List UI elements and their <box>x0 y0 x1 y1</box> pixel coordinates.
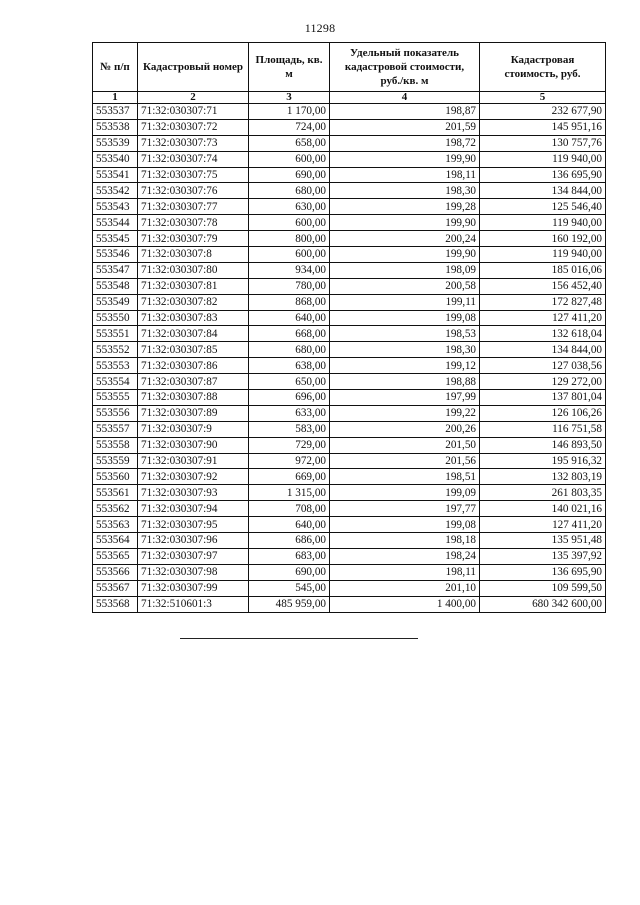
specific-rate-cell: 198,51 <box>330 469 480 485</box>
area-cell: 780,00 <box>249 278 330 294</box>
row-number-cell: 553563 <box>93 517 138 533</box>
row-number-cell: 553557 <box>93 421 138 437</box>
column-number-row <box>93 92 606 104</box>
area-cell: 972,00 <box>249 453 330 469</box>
cadastral-cost-cell: 160 192,00 <box>480 231 606 247</box>
header-cadastral-number: Кадастровый номер <box>138 43 249 92</box>
cadastral-cost-cell: 185 016,06 <box>480 262 606 278</box>
cadastral-number-cell: 71:32:030307:91 <box>138 453 249 469</box>
area-cell: 658,00 <box>249 135 330 151</box>
row-number-cell: 553552 <box>93 342 138 358</box>
cadastral-number-cell: 71:32:030307:72 <box>138 119 249 135</box>
table-row <box>93 405 606 421</box>
table-row <box>93 278 606 294</box>
specific-rate-cell: 198,53 <box>330 326 480 342</box>
area-cell: 800,00 <box>249 231 330 247</box>
header-specific-rate: Удельный показатель кадастровой стоимости, руб./кв. м <box>330 43 480 92</box>
cadastral-cost-cell: 126 106,26 <box>480 405 606 421</box>
cadastral-cost-cell: 145 951,16 <box>480 119 606 135</box>
cadastral-number-cell: 71:32:030307:89 <box>138 405 249 421</box>
specific-rate-cell: 198,87 <box>330 104 480 120</box>
row-number-cell: 553550 <box>93 310 138 326</box>
specific-rate-cell: 199,11 <box>330 294 480 310</box>
specific-rate-cell: 200,26 <box>330 421 480 437</box>
area-cell: 668,00 <box>249 326 330 342</box>
cadastral-cost-cell: 127 038,56 <box>480 358 606 374</box>
row-number-cell: 553546 <box>93 247 138 263</box>
table-row <box>93 580 606 596</box>
specific-rate-cell: 198,11 <box>330 167 480 183</box>
table-row <box>93 469 606 485</box>
area-cell: 680,00 <box>249 183 330 199</box>
specific-rate-cell: 199,28 <box>330 199 480 215</box>
table-row <box>93 119 606 135</box>
cadastral-cost-cell: 146 893,50 <box>480 437 606 453</box>
area-cell: 600,00 <box>249 247 330 263</box>
specific-rate-cell: 200,24 <box>330 231 480 247</box>
cadastral-cost-cell: 140 021,16 <box>480 501 606 517</box>
specific-rate-cell: 198,09 <box>330 262 480 278</box>
cadastral-number-cell: 71:32:030307:95 <box>138 517 249 533</box>
column-number: 2 <box>138 92 249 104</box>
row-number-cell: 553545 <box>93 231 138 247</box>
row-number-cell: 553558 <box>93 437 138 453</box>
specific-rate-cell: 198,30 <box>330 342 480 358</box>
table-row <box>93 104 606 120</box>
table-body <box>93 104 606 613</box>
cadastral-cost-cell: 134 844,00 <box>480 183 606 199</box>
row-number-cell: 553543 <box>93 199 138 215</box>
cadastral-cost-cell: 134 844,00 <box>480 342 606 358</box>
column-number: 1 <box>93 92 138 104</box>
table-row <box>93 135 606 151</box>
cadastral-number-cell: 71:32:030307:9 <box>138 421 249 437</box>
specific-rate-cell: 200,58 <box>330 278 480 294</box>
cadastral-cost-cell: 119 940,00 <box>480 215 606 231</box>
cadastral-number-cell: 71:32:510601:3 <box>138 596 249 612</box>
row-number-cell: 553566 <box>93 564 138 580</box>
table-row <box>93 183 606 199</box>
cadastral-number-cell: 71:32:030307:93 <box>138 485 249 501</box>
table-row <box>93 167 606 183</box>
cadastral-cost-cell: 156 452,40 <box>480 278 606 294</box>
row-number-cell: 553554 <box>93 374 138 390</box>
row-number-cell: 553544 <box>93 215 138 231</box>
area-cell: 680,00 <box>249 342 330 358</box>
specific-rate-cell: 199,22 <box>330 405 480 421</box>
table-row <box>93 247 606 263</box>
row-number-cell: 553567 <box>93 580 138 596</box>
table-row <box>93 564 606 580</box>
cadastral-number-cell: 71:32:030307:82 <box>138 294 249 310</box>
specific-rate-cell: 198,30 <box>330 183 480 199</box>
row-number-cell: 553565 <box>93 548 138 564</box>
cadastral-cost-cell: 127 411,20 <box>480 517 606 533</box>
row-number-cell: 553564 <box>93 533 138 549</box>
cadastral-number-cell: 71:32:030307:75 <box>138 167 249 183</box>
area-cell: 934,00 <box>249 262 330 278</box>
row-number-cell: 553559 <box>93 453 138 469</box>
cadastral-cost-cell: 116 751,58 <box>480 421 606 437</box>
cadastral-number-cell: 71:32:030307:92 <box>138 469 249 485</box>
row-number-cell: 553537 <box>93 104 138 120</box>
cadastral-cost-cell: 135 951,48 <box>480 533 606 549</box>
specific-rate-cell: 198,24 <box>330 548 480 564</box>
cadastral-cost-cell: 136 695,90 <box>480 167 606 183</box>
table-row <box>93 151 606 167</box>
table-row <box>93 421 606 437</box>
cadastral-cost-cell: 127 411,20 <box>480 310 606 326</box>
table-row <box>93 485 606 501</box>
area-cell: 650,00 <box>249 374 330 390</box>
closing-rule <box>180 638 418 639</box>
cadastral-value-table <box>92 42 606 613</box>
table-row <box>93 533 606 549</box>
table-row <box>93 548 606 564</box>
area-cell: 630,00 <box>249 199 330 215</box>
specific-rate-cell: 1 400,00 <box>330 596 480 612</box>
table-row <box>93 326 606 342</box>
cadastral-number-cell: 71:32:030307:87 <box>138 374 249 390</box>
cadastral-cost-cell: 130 757,76 <box>480 135 606 151</box>
row-number-cell: 553541 <box>93 167 138 183</box>
cadastral-number-cell: 71:32:030307:77 <box>138 199 249 215</box>
area-cell: 640,00 <box>249 517 330 533</box>
cadastral-cost-cell: 119 940,00 <box>480 247 606 263</box>
specific-rate-cell: 198,11 <box>330 564 480 580</box>
area-cell: 724,00 <box>249 119 330 135</box>
row-number-cell: 553560 <box>93 469 138 485</box>
cadastral-cost-cell: 132 618,04 <box>480 326 606 342</box>
cadastral-cost-cell: 119 940,00 <box>480 151 606 167</box>
area-cell: 638,00 <box>249 358 330 374</box>
table-row <box>93 262 606 278</box>
cadastral-cost-cell: 109 599,50 <box>480 580 606 596</box>
table-row <box>93 215 606 231</box>
cadastral-number-cell: 71:32:030307:71 <box>138 104 249 120</box>
cadastral-number-cell: 71:32:030307:94 <box>138 501 249 517</box>
cadastral-cost-cell: 195 916,32 <box>480 453 606 469</box>
header-row-number: № п/п <box>93 43 138 92</box>
cadastral-number-cell: 71:32:030307:83 <box>138 310 249 326</box>
cadastral-cost-cell: 680 342 600,00 <box>480 596 606 612</box>
cadastral-number-cell: 71:32:030307:76 <box>138 183 249 199</box>
cadastral-number-cell: 71:32:030307:97 <box>138 548 249 564</box>
cadastral-cost-cell: 135 397,92 <box>480 548 606 564</box>
column-number: 5 <box>480 92 606 104</box>
cadastral-number-cell: 71:32:030307:73 <box>138 135 249 151</box>
area-cell: 600,00 <box>249 215 330 231</box>
cadastral-number-cell: 71:32:030307:99 <box>138 580 249 596</box>
table-row <box>93 390 606 406</box>
specific-rate-cell: 198,72 <box>330 135 480 151</box>
area-cell: 545,00 <box>249 580 330 596</box>
area-cell: 683,00 <box>249 548 330 564</box>
row-number-cell: 553539 <box>93 135 138 151</box>
cadastral-number-cell: 71:32:030307:88 <box>138 390 249 406</box>
specific-rate-cell: 201,10 <box>330 580 480 596</box>
row-number-cell: 553549 <box>93 294 138 310</box>
cadastral-number-cell: 71:32:030307:86 <box>138 358 249 374</box>
cadastral-cost-cell: 172 827,48 <box>480 294 606 310</box>
area-cell: 1 170,00 <box>249 104 330 120</box>
row-number-cell: 553562 <box>93 501 138 517</box>
table-row <box>93 199 606 215</box>
cadastral-number-cell: 71:32:030307:96 <box>138 533 249 549</box>
cadastral-cost-cell: 136 695,90 <box>480 564 606 580</box>
specific-rate-cell: 199,08 <box>330 517 480 533</box>
area-cell: 669,00 <box>249 469 330 485</box>
specific-rate-cell: 198,88 <box>330 374 480 390</box>
cadastral-number-cell: 71:32:030307:85 <box>138 342 249 358</box>
specific-rate-cell: 199,90 <box>330 151 480 167</box>
row-number-cell: 553551 <box>93 326 138 342</box>
area-cell: 690,00 <box>249 167 330 183</box>
table-row <box>93 231 606 247</box>
row-number-cell: 553568 <box>93 596 138 612</box>
area-cell: 633,00 <box>249 405 330 421</box>
table-row <box>93 596 606 612</box>
specific-rate-cell: 201,59 <box>330 119 480 135</box>
cadastral-number-cell: 71:32:030307:78 <box>138 215 249 231</box>
column-number: 3 <box>249 92 330 104</box>
table-row <box>93 501 606 517</box>
cadastral-cost-cell: 125 546,40 <box>480 199 606 215</box>
cadastral-number-cell: 71:32:030307:81 <box>138 278 249 294</box>
header-area: Площадь, кв. м <box>249 43 330 92</box>
row-number-cell: 553548 <box>93 278 138 294</box>
cadastral-cost-cell: 232 677,90 <box>480 104 606 120</box>
row-number-cell: 553553 <box>93 358 138 374</box>
area-cell: 696,00 <box>249 390 330 406</box>
table-row <box>93 358 606 374</box>
row-number-cell: 553556 <box>93 405 138 421</box>
cadastral-number-cell: 71:32:030307:79 <box>138 231 249 247</box>
cadastral-number-cell: 71:32:030307:8 <box>138 247 249 263</box>
area-cell: 640,00 <box>249 310 330 326</box>
table-row <box>93 517 606 533</box>
area-cell: 1 315,00 <box>249 485 330 501</box>
row-number-cell: 553561 <box>93 485 138 501</box>
table-row <box>93 437 606 453</box>
row-number-cell: 553555 <box>93 390 138 406</box>
cadastral-cost-cell: 132 803,19 <box>480 469 606 485</box>
cadastral-number-cell: 71:32:030307:84 <box>138 326 249 342</box>
specific-rate-cell: 201,56 <box>330 453 480 469</box>
cadastral-number-cell: 71:32:030307:74 <box>138 151 249 167</box>
area-cell: 600,00 <box>249 151 330 167</box>
cadastral-cost-cell: 129 272,00 <box>480 374 606 390</box>
header-cadastral-cost: Кадастровая стоимость, руб. <box>480 43 606 92</box>
table-row <box>93 374 606 390</box>
row-number-cell: 553540 <box>93 151 138 167</box>
cadastral-cost-cell: 261 803,35 <box>480 485 606 501</box>
row-number-cell: 553547 <box>93 262 138 278</box>
area-cell: 690,00 <box>249 564 330 580</box>
area-cell: 686,00 <box>249 533 330 549</box>
specific-rate-cell: 199,12 <box>330 358 480 374</box>
area-cell: 485 959,00 <box>249 596 330 612</box>
specific-rate-cell: 199,08 <box>330 310 480 326</box>
specific-rate-cell: 199,90 <box>330 247 480 263</box>
page-number: 11298 <box>304 21 336 35</box>
cadastral-number-cell: 71:32:030307:80 <box>138 262 249 278</box>
specific-rate-cell: 197,77 <box>330 501 480 517</box>
table-row <box>93 453 606 469</box>
table-row <box>93 294 606 310</box>
area-cell: 583,00 <box>249 421 330 437</box>
area-cell: 868,00 <box>249 294 330 310</box>
cadastral-cost-cell: 137 801,04 <box>480 390 606 406</box>
row-number-cell: 553538 <box>93 119 138 135</box>
specific-rate-cell: 199,90 <box>330 215 480 231</box>
cadastral-number-cell: 71:32:030307:98 <box>138 564 249 580</box>
cadastral-number-cell: 71:32:030307:90 <box>138 437 249 453</box>
table-row <box>93 342 606 358</box>
row-number-cell: 553542 <box>93 183 138 199</box>
specific-rate-cell: 198,18 <box>330 533 480 549</box>
specific-rate-cell: 199,09 <box>330 485 480 501</box>
area-cell: 708,00 <box>249 501 330 517</box>
area-cell: 729,00 <box>249 437 330 453</box>
table-header-row <box>93 43 606 92</box>
column-number: 4 <box>330 92 480 104</box>
table-row <box>93 310 606 326</box>
specific-rate-cell: 197,99 <box>330 390 480 406</box>
specific-rate-cell: 201,50 <box>330 437 480 453</box>
